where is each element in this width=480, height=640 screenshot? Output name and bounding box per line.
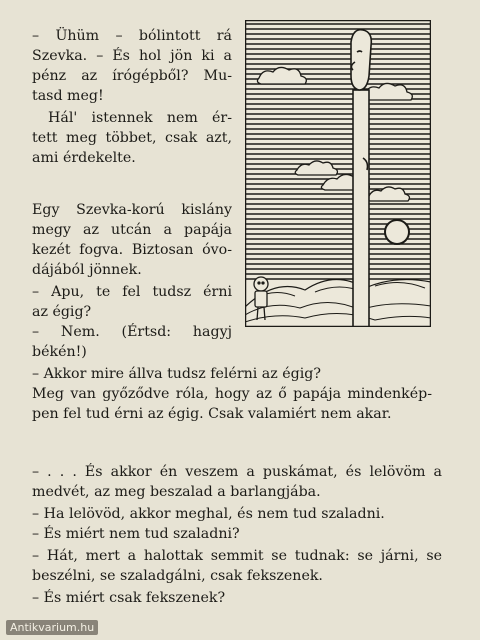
text-line: Meg van győződve róla, hogy az ő papája mindenkép- (32, 386, 432, 402)
text-line: kezét fogva. Biztosan óvo- (32, 242, 232, 258)
text-line: beszélni, se szaladgálni, csak fekszenek. (32, 568, 323, 584)
tall-father-figure (351, 30, 371, 327)
text-line: dájából jönnek. (32, 262, 142, 278)
text-line: – És miért nem tud szaladni? (32, 526, 240, 542)
text-line: – . . . És akkor én veszem a puskámat, és lelövöm a (32, 464, 442, 480)
text-line: Szevka. – És hol jön ki a (32, 48, 232, 64)
sun-icon (385, 220, 409, 244)
text-line: medvét, az meg beszalad a barlangjába. (32, 484, 321, 500)
text-line: Egy Szevka-korú kislány (32, 202, 232, 218)
text-line: tasd meg! (32, 88, 104, 104)
text-line: – Ühüm – bólintott rá (32, 28, 232, 44)
text-line: – Nem. (Értsd: hagyj (32, 324, 232, 340)
text-line: megy az utcán a papája (32, 222, 232, 238)
text-line: pen fel tud érni az égig. Csak valamiért nem akar. (32, 406, 392, 422)
text-line: Hál' istennek nem ér- (48, 110, 232, 126)
text-line: ami érdekelte. (32, 150, 136, 166)
text-line: az égig? (32, 304, 92, 320)
text-line: – Ha lelövöd, akkor meghal, és nem tud szaladni. (32, 506, 385, 522)
text-line: – Apu, te fel tudsz érni (32, 284, 232, 300)
text-line: békén!) (32, 344, 87, 360)
text-line: pénz az írógépből? Mu- (32, 68, 232, 84)
text-line: – És miért csak fekszenek? (32, 590, 226, 606)
text-line: tett meg többet, csak azt, (32, 130, 232, 146)
text-line: – Akkor mire állva tudsz felérni az égig? (32, 366, 321, 382)
text-line: – Hát, mert a halottak semmit se tudnak: se járni, se (32, 548, 442, 564)
watermark: Antikvarium.hu (6, 620, 98, 635)
illustration-tall-father (245, 20, 431, 327)
